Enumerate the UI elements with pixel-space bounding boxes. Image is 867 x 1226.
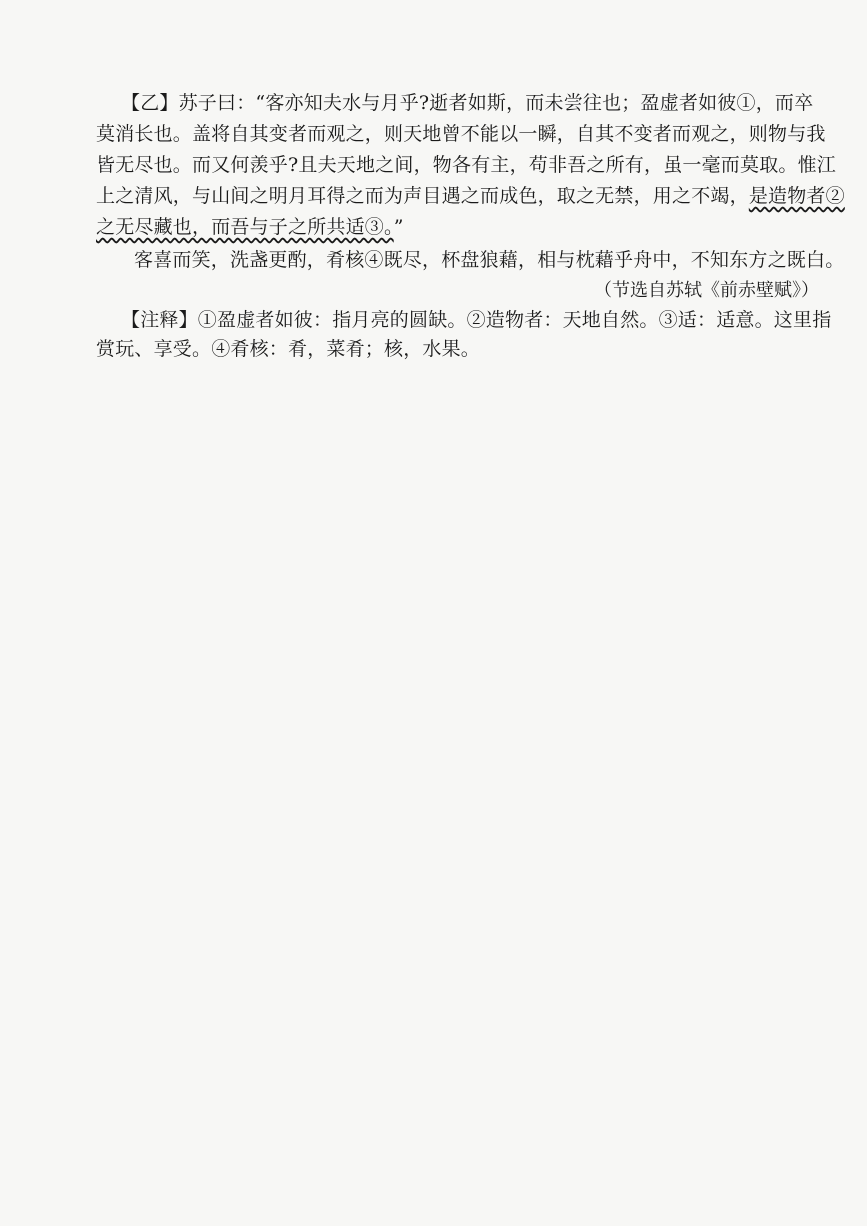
passage-line-4 — [96, 181, 845, 208]
notes-line-1: 【注释】①盈虚者如彼：指月亮的圆缺。②造物者：天地自然。③适：适意。这里指 — [121, 309, 832, 331]
underlined-phrase-2: 之无尽藏也，而吾与子之所共适③。 — [96, 216, 394, 238]
passage-line-1: 【乙】苏子曰：“客亦知夫水与月乎?逝者如斯，而未尝往也；盈虚者如彼①，而卒 — [121, 92, 814, 114]
passage-line-6: 客喜而笑，洗盏更酌，肴核④既尽，杯盘狼藉，相与枕藉乎舟中，不知东方之既白。 — [134, 249, 845, 271]
passage-source: （节选自苏轼《前赤壁赋》） — [594, 280, 819, 301]
closing-quote: ” — [393, 216, 404, 238]
passage-line-2: 莫消长也。盖将自其变者而观之，则天地曾不能以一瞬，自其不变者而观之，则物与我 — [96, 123, 826, 145]
passage-line-4-text: 上之清风，与山间之明月耳得之而为声目遇之而成色，取之无禁，用之不竭， — [96, 185, 749, 207]
passage-line-5 — [96, 212, 404, 239]
notes-line-2: 赏玩、享受。④肴核：肴，菜肴；核，水果。 — [96, 338, 481, 360]
underlined-phrase-1: 是造物者② — [748, 185, 845, 207]
passage-line-3: 皆无尽也。而又何羡乎?且夫天地之间，物各有主，苟非吾之所有，虽一毫而莫取。惟江 — [96, 154, 836, 176]
